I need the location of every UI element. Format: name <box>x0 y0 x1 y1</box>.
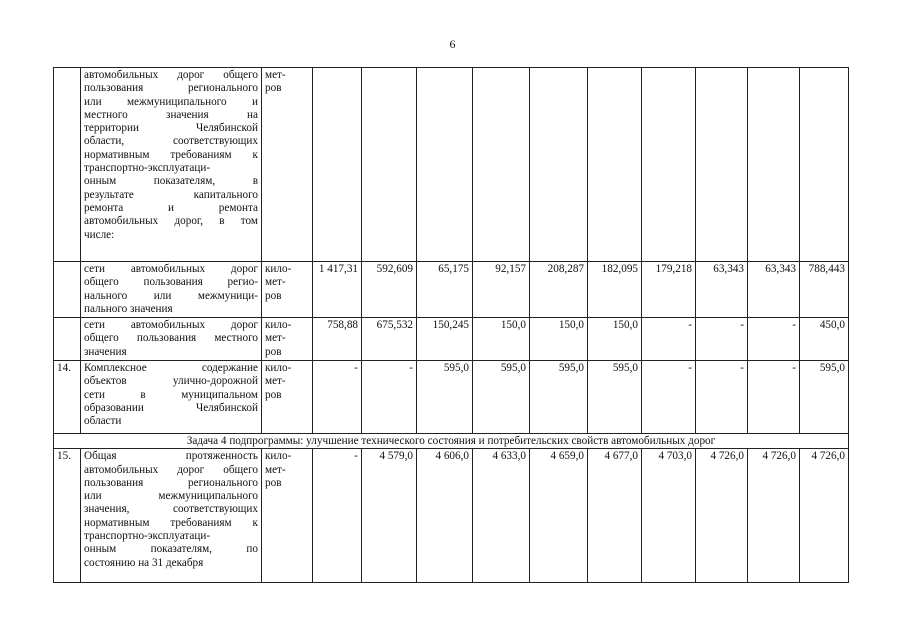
value-cell: 4 726,0 <box>696 449 748 583</box>
table-row <box>54 262 849 318</box>
value-cell: 182,095 <box>588 262 642 318</box>
unit-of-measure: кило- мет- ров <box>262 318 313 361</box>
value-cell: - <box>696 318 748 361</box>
value-cell <box>313 68 362 262</box>
value-cell: 450,0 <box>800 318 849 361</box>
value-cell <box>530 68 588 262</box>
indicator-name: сети автомобильных дорог общего пользования регио- нального или межмуници- пального значения <box>81 262 262 318</box>
value-cell: 788,443 <box>800 262 849 318</box>
table-row <box>54 68 849 262</box>
unit-of-measure: мет- ров <box>262 68 313 262</box>
indicator-name: Комплексное содержание объектов улично-дорожной сети в муниципальном образовании Челябинской области <box>81 361 262 434</box>
value-cell: 150,245 <box>417 318 473 361</box>
value-cell <box>362 68 417 262</box>
value-cell <box>417 68 473 262</box>
value-cell: 595,0 <box>530 361 588 434</box>
indicator-name: автомобильных дорог общего пользования регионального или межмуниципального и местного значения на территории Челябинской области, соответствующих нормативным требованиям к транспортно-эксплуатаци- онным показателям, в результате капитального ремонта и ремонта автомобильных дорог, в том числе: <box>81 68 262 262</box>
indicators-table <box>53 67 849 583</box>
value-cell: 63,343 <box>748 262 800 318</box>
value-cell: 1 417,31 <box>313 262 362 318</box>
page-number: 6 <box>449 37 456 51</box>
value-cell: 150,0 <box>473 318 530 361</box>
value-cell: 208,287 <box>530 262 588 318</box>
value-cell: 675,532 <box>362 318 417 361</box>
value-cell: - <box>362 361 417 434</box>
value-cell: 595,0 <box>800 361 849 434</box>
row-number <box>54 262 81 318</box>
value-cell: 150,0 <box>588 318 642 361</box>
value-cell: 595,0 <box>588 361 642 434</box>
value-cell: 595,0 <box>417 361 473 434</box>
indicator-name: Общая протяженность автомобильных дорог общего пользования регионального или межмуниципального значения, соответствующих нормативным требованиям к транспортно-эксплуатаци- онным показателям, по состоянию на 31 декабря <box>81 449 262 583</box>
unit-of-measure: кило- мет- ров <box>262 449 313 583</box>
task-header-row <box>54 434 849 449</box>
value-cell: 4 703,0 <box>642 449 696 583</box>
row-number: 14. <box>54 361 81 434</box>
value-cell: 179,218 <box>642 262 696 318</box>
value-cell: 595,0 <box>473 361 530 434</box>
value-cell: 63,343 <box>696 262 748 318</box>
value-cell: 592,609 <box>362 262 417 318</box>
value-cell <box>642 68 696 262</box>
value-cell: 4 633,0 <box>473 449 530 583</box>
value-cell <box>473 68 530 262</box>
unit-of-measure: кило- мет- ров <box>262 361 313 434</box>
table-row <box>54 318 849 361</box>
table-row <box>54 361 849 434</box>
unit-of-measure: кило- мет- ров <box>262 262 313 318</box>
value-cell: - <box>748 318 800 361</box>
row-number <box>54 318 81 361</box>
value-cell: - <box>696 361 748 434</box>
value-cell: - <box>642 318 696 361</box>
value-cell: - <box>748 361 800 434</box>
value-cell: 4 677,0 <box>588 449 642 583</box>
table-row <box>54 449 849 583</box>
row-number <box>54 68 81 262</box>
value-cell: 4 579,0 <box>362 449 417 583</box>
value-cell <box>800 68 849 262</box>
value-cell: - <box>313 449 362 583</box>
value-cell: 150,0 <box>530 318 588 361</box>
task-title: Задача 4 подпрограммы: улучшение технического состояния и потребительских свойств автомобильных дорог <box>54 434 849 449</box>
value-cell: 92,157 <box>473 262 530 318</box>
value-cell: - <box>313 361 362 434</box>
value-cell <box>748 68 800 262</box>
value-cell <box>696 68 748 262</box>
value-cell: 4 606,0 <box>417 449 473 583</box>
value-cell: 4 726,0 <box>800 449 849 583</box>
indicator-name: сети автомобильных дорог общего пользования местного значения <box>81 318 262 361</box>
value-cell: 4 659,0 <box>530 449 588 583</box>
value-cell: - <box>642 361 696 434</box>
value-cell: 65,175 <box>417 262 473 318</box>
value-cell <box>588 68 642 262</box>
value-cell: 4 726,0 <box>748 449 800 583</box>
row-number: 15. <box>54 449 81 583</box>
table-body <box>54 68 849 583</box>
value-cell: 758,88 <box>313 318 362 361</box>
